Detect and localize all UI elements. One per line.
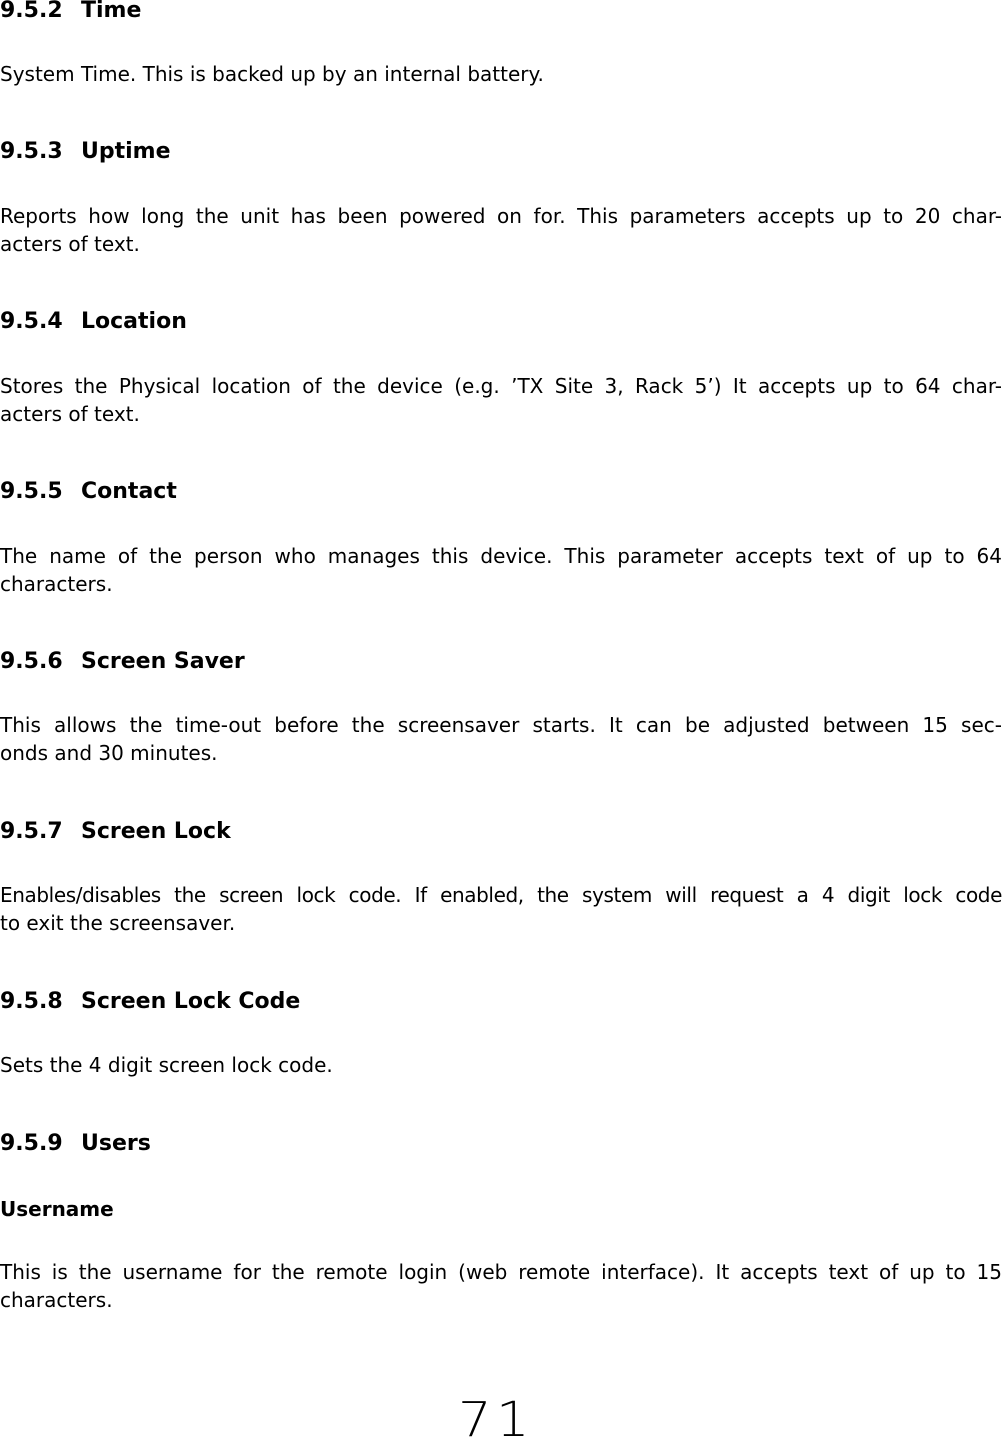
section-body-uptime: [0, 202, 1002, 258]
section-heading-users: [0, 1131, 151, 1157]
section-title: Time: [81, 0, 142, 23]
section-title: Uptime: [81, 139, 171, 164]
paragraph-line: Reports how long the unit has been powered on for. This parameters accepts up to 20 char-: [0, 204, 1002, 228]
paragraph-line: onds and 30 minutes.: [0, 741, 218, 765]
paragraph-line: System Time. This is backed up by an internal battery.: [0, 62, 544, 86]
paragraph-line: This is the username for the remote login (web remote interface). It accepts text of up to 15: [0, 1260, 1002, 1284]
section-number: 9.5.5: [0, 479, 63, 504]
section-number: 9.5.2: [0, 0, 63, 23]
page-number: 71: [457, 1392, 534, 1448]
paragraph-line: acters of text.: [0, 402, 140, 426]
paragraph-line: to exit the screensaver.: [0, 911, 236, 935]
section-title: Screen Lock Code: [81, 989, 301, 1014]
section-number: 9.5.9: [0, 1131, 63, 1156]
section-heading-screen-saver: [0, 649, 245, 675]
paragraph-line: Stores the Physical location of the device (e.g. ’TX Site 3, Rack 5’) It accepts up to 64 char-: [0, 374, 1002, 398]
section-number: 9.5.6: [0, 649, 63, 674]
paragraph-line: characters.: [0, 572, 113, 596]
section-number: 9.5.3: [0, 139, 63, 164]
section-title: Location: [81, 309, 187, 334]
section-heading-uptime: [0, 139, 171, 165]
paragraph-line: characters.: [0, 1288, 113, 1312]
section-heading-location: [0, 309, 187, 335]
paragraph-line: Sets the 4 digit screen lock code.: [0, 1053, 333, 1077]
section-body-screen-saver: [0, 711, 1002, 767]
section-body-username: [0, 1258, 1002, 1314]
section-body-screen-lock: [0, 881, 1002, 937]
section-heading-contact: [0, 479, 177, 505]
section-heading-screen-lock-code: [0, 989, 300, 1015]
section-body-contact: [0, 542, 1002, 598]
section-body-screen-lock-code: [0, 1051, 1002, 1079]
section-number: 9.5.7: [0, 819, 63, 844]
section-title: Screen Lock: [81, 819, 231, 844]
paragraph-line: This allows the time-out before the screensaver starts. It can be adjusted between 15 sec-: [0, 713, 1002, 737]
section-body-time: [0, 60, 1002, 88]
section-body-location: [0, 372, 1002, 428]
section-title: Contact: [81, 479, 177, 504]
paragraph-line: acters of text.: [0, 232, 140, 256]
subheading-username: Username: [0, 1197, 114, 1221]
section-heading-screen-lock: [0, 819, 231, 845]
section-number: 9.5.8: [0, 989, 63, 1014]
section-number: 9.5.4: [0, 309, 63, 334]
section-heading-time: [0, 0, 141, 24]
section-title: Screen Saver: [81, 649, 245, 674]
paragraph-line: The name of the person who manages this device. This parameter accepts text of up to 64: [0, 544, 1002, 568]
section-title: Users: [81, 1131, 151, 1156]
paragraph-line: Enables/disables the screen lock code. If enabled, the system will request a 4 digit lock code: [0, 883, 1002, 907]
